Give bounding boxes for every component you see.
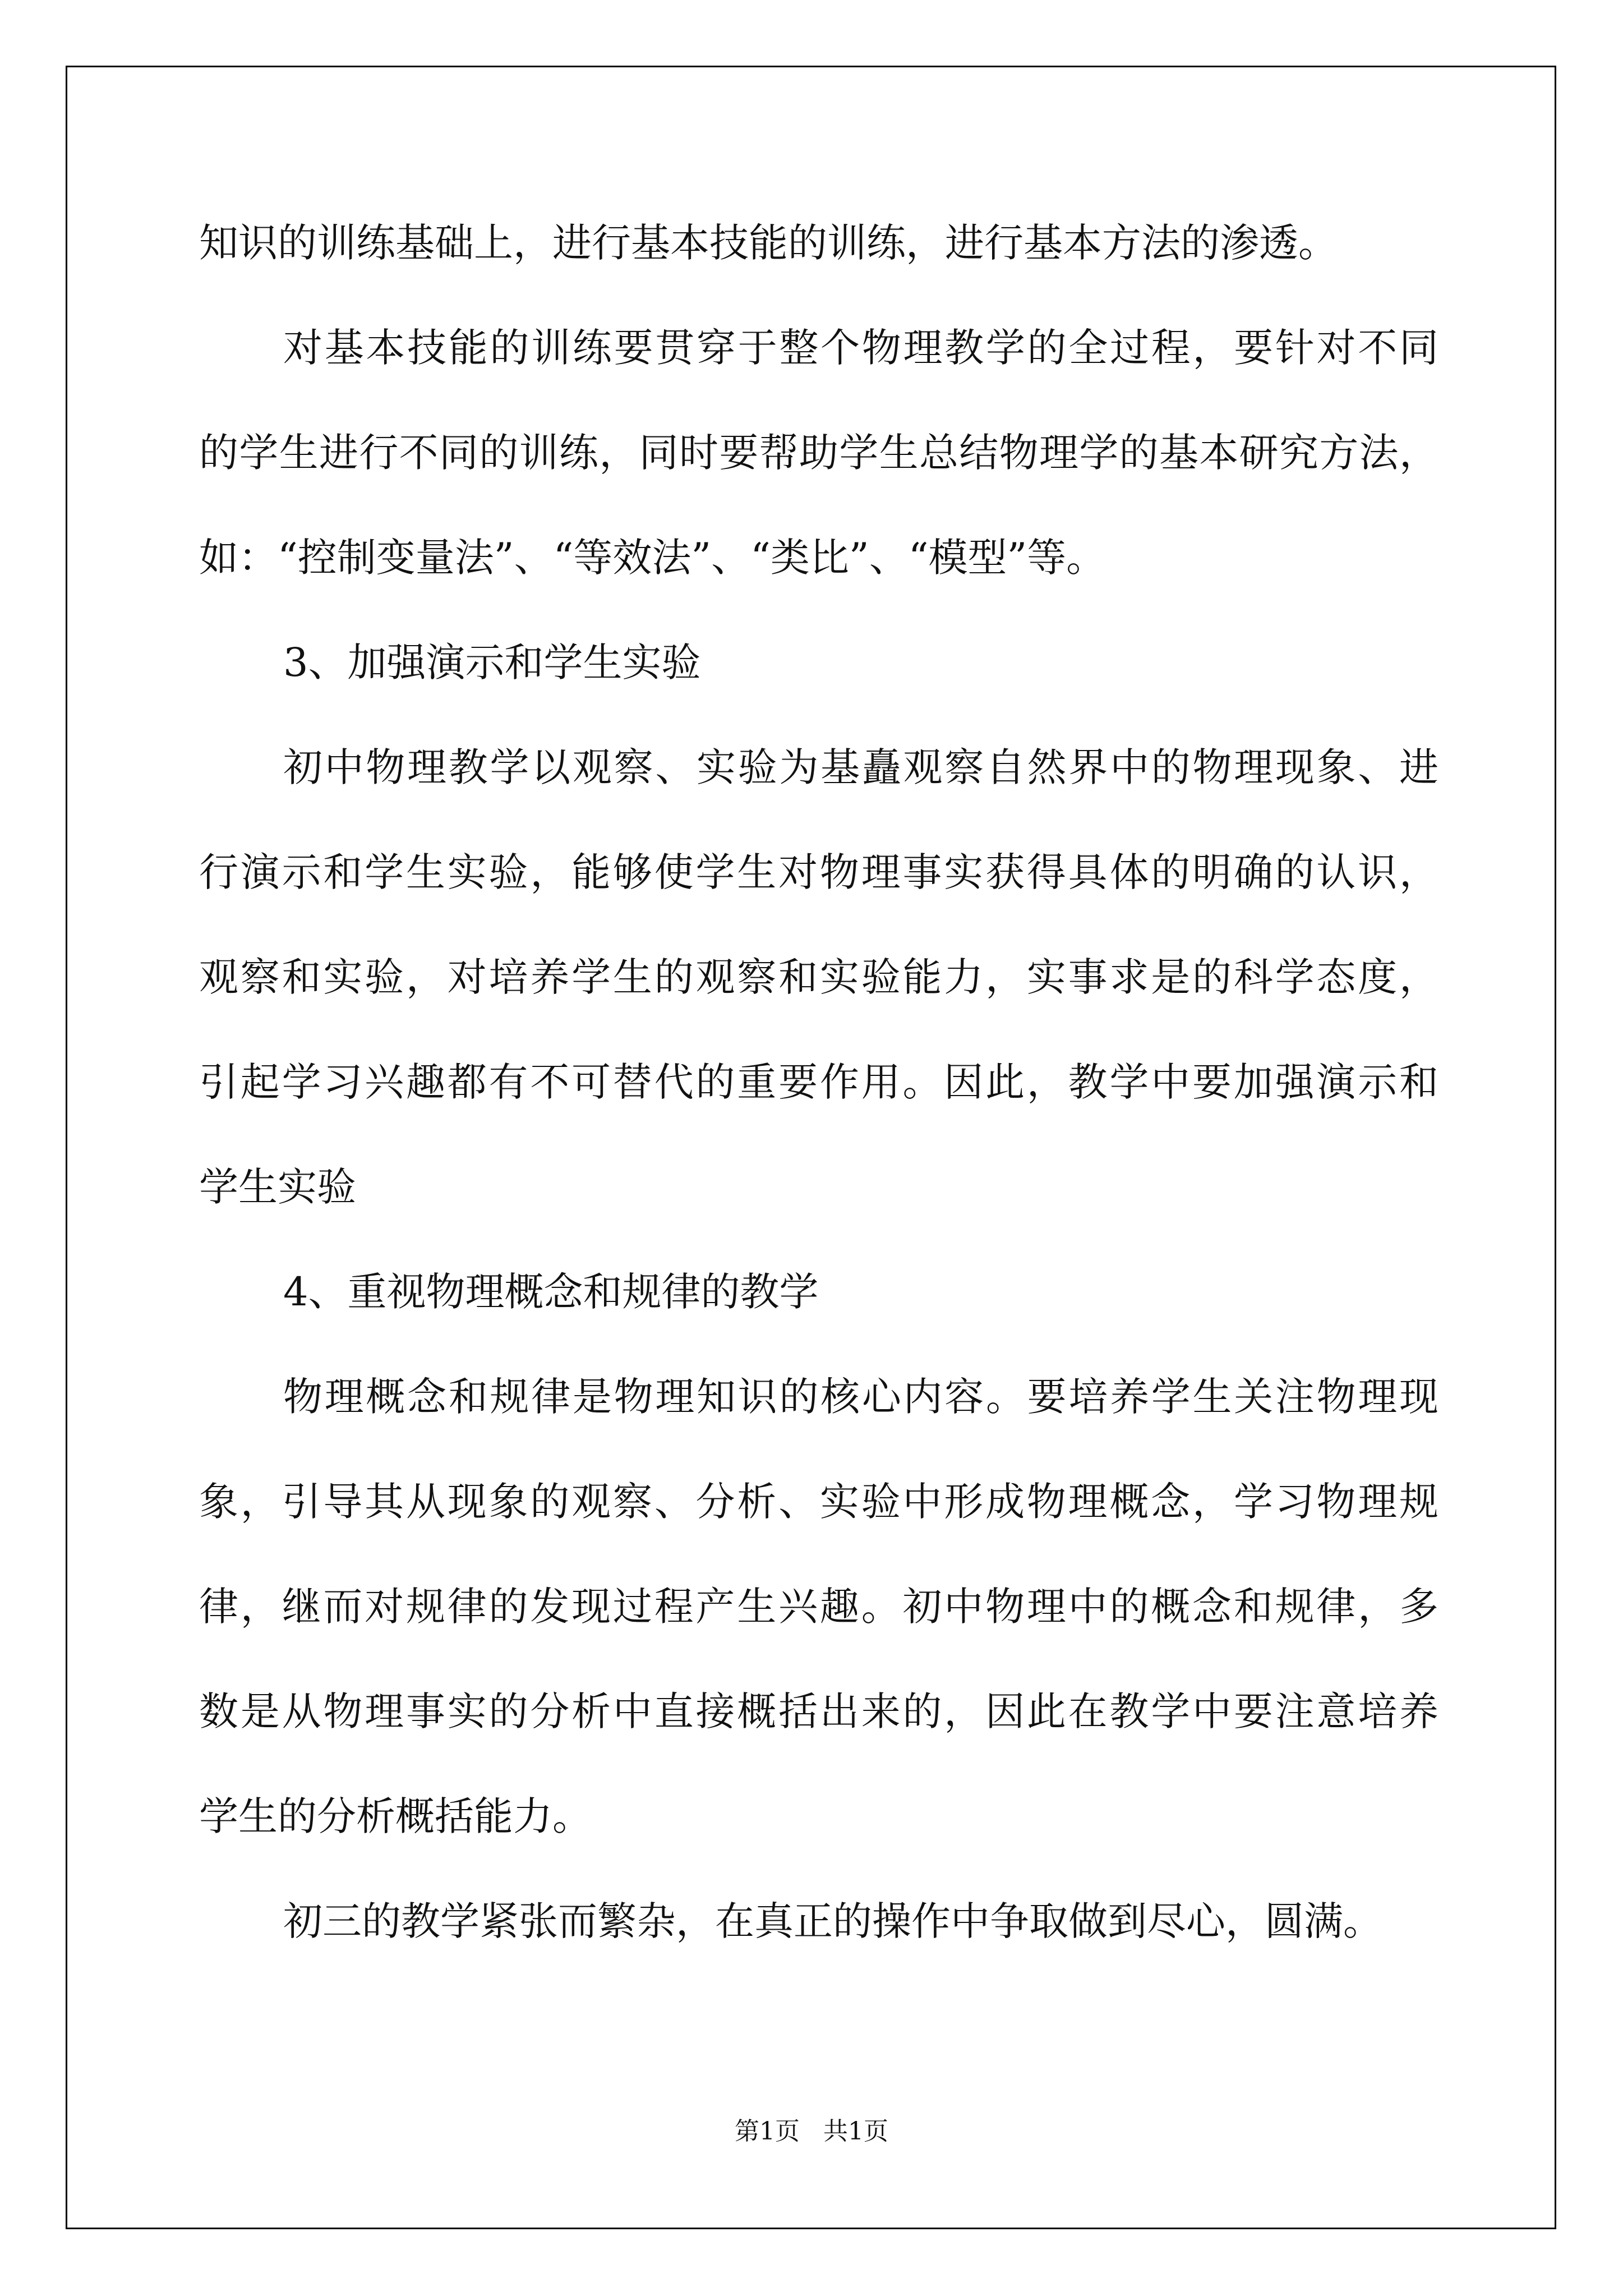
text-line: 律，继而对规律的发现过程产生兴趣。初中物理中的概念和规律，多 — [199, 1584, 1438, 1630]
text-line: 学生的分析概括能力。 — [199, 1793, 592, 1839]
text-line: 行演示和学生实验，能够使学生对物理事实获得具体的明确的认识， — [199, 849, 1438, 895]
text-line: 对基本技能的训练要贯穿于整个物理教学的全过程，要针对不同 — [283, 325, 1438, 371]
text-line: 如：“控制变量法”、“等效法”、“类比”、“模型”等。 — [199, 535, 1106, 581]
text-line: 观察和实验，对培养学生的观察和实验能力，实事求是的科学态度， — [199, 954, 1438, 1000]
text-line: 3、加强演示和学生实验 — [283, 639, 701, 685]
text-line: 学生实验 — [199, 1164, 356, 1210]
text-line: 初三的教学紧张而繁杂，在真正的操作中争取做到尽心，圆满。 — [283, 1898, 1382, 1944]
text-line: 引起学习兴趣都有不可替代的重要作用。因此，教学中要加强演示和 — [199, 1059, 1438, 1105]
page-number: 第1页 — [735, 2117, 800, 2146]
text-line: 物理概念和规律是物理知识的核心内容。要培养学生关注物理现 — [283, 1374, 1438, 1420]
document-body — [199, 191, 1438, 1974]
text-line: 数是从物理事实的分析中直接概括出来的，因此在教学中要注意培养 — [199, 1688, 1438, 1734]
text-line: 的学生进行不同的训练，同时要帮助学生总结物理学的基本研究方法， — [199, 430, 1438, 476]
text-line: 象，引导其从现象的观察、分析、实验中形成物理概念，学习物理规 — [199, 1479, 1438, 1525]
page-footer — [0, 2111, 1623, 2147]
text-line: 4、重视物理概念和规律的教学 — [283, 1269, 819, 1315]
text-line: 初中物理教学以观察、实验为基矗观察自然界中的物理现象、进 — [283, 744, 1438, 790]
text-line: 知识的训练基础上，进行基本技能的训练，进行基本方法的渗透。 — [199, 220, 1338, 266]
page-total: 共1页 — [823, 2117, 888, 2146]
